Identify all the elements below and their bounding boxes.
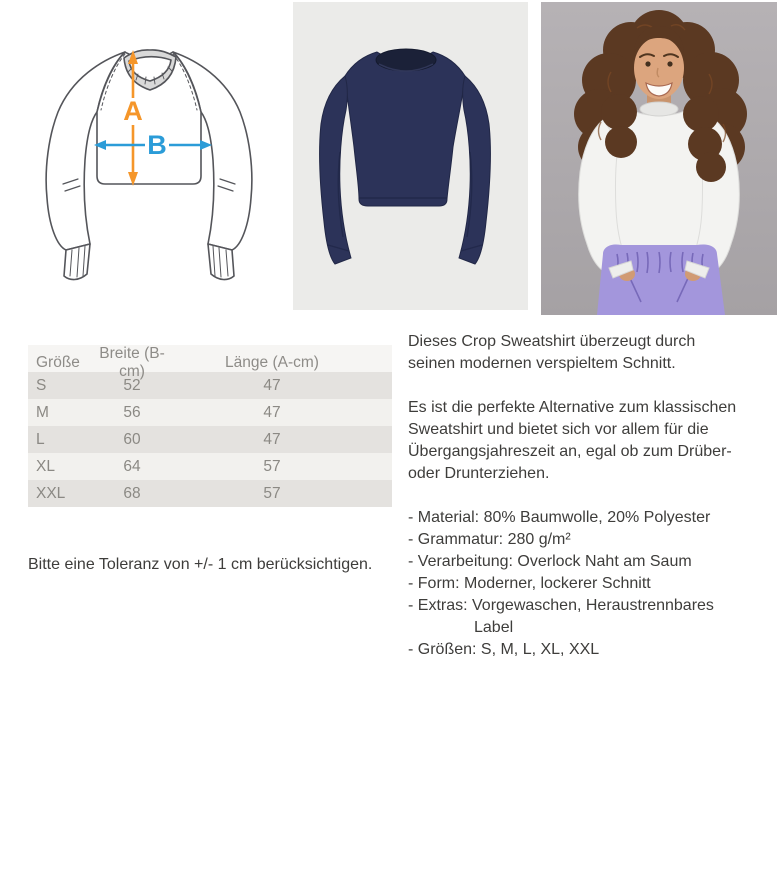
description-line: Übergangsjahreszeit an, egal ob zum Drüber- — [408, 443, 732, 460]
description-line: oder Drunterziehen. — [408, 465, 550, 482]
cell-size: S — [36, 376, 47, 394]
col-header-laenge: Länge (A-cm) — [225, 354, 319, 371]
table-row-l — [28, 426, 392, 453]
description-paragraph-2 — [408, 397, 770, 485]
cell-laenge: 47 — [263, 430, 281, 448]
description-line: seinen modernen verspieltem Schnitt. — [408, 355, 676, 372]
col-header-breite: Breite (B-cm) — [99, 345, 165, 380]
table-row-m — [28, 399, 392, 426]
product-description — [408, 331, 770, 683]
table-row-xxl — [28, 480, 392, 507]
table-row-s — [28, 372, 392, 399]
bullet-groessen: - Größen: S, M, L, XL, XXL — [408, 641, 600, 658]
cell-breite: 52 — [123, 376, 141, 394]
cell-size: L — [36, 430, 45, 448]
cell-breite: 56 — [123, 403, 141, 421]
cell-laenge: 57 — [263, 457, 281, 475]
cell-laenge: 57 — [263, 484, 281, 502]
bullet-material: - Material: 80% Baumwolle, 20% Polyester — [408, 509, 711, 526]
navy-sweatshirt-icon — [293, 2, 528, 310]
bullet-extras: - Extras: Vorgewaschen, Heraustrennbares — [408, 597, 714, 614]
description-line: Sweatshirt und bietet sich vor allem für die — [408, 421, 709, 438]
cell-laenge: 47 — [263, 403, 281, 421]
cell-size: XL — [36, 457, 55, 475]
cell-size: XXL — [36, 484, 66, 502]
cell-size: M — [36, 403, 49, 421]
measure-label-a: A — [123, 96, 143, 126]
cell-breite: 60 — [123, 430, 141, 448]
tolerance-note: Bitte eine Toleranz von +/- 1 cm berücksichtigen. — [28, 556, 373, 573]
col-header-groesse: Größe — [36, 354, 80, 371]
size-measurement-diagram — [30, 20, 270, 310]
model-wearing-sweatshirt-icon — [541, 2, 777, 315]
bullet-verarbeitung: - Verarbeitung: Overlock Naht am Saum — [408, 553, 692, 570]
sweatshirt-line-drawing-icon — [30, 20, 270, 310]
product-image-navy-sweatshirt — [293, 2, 528, 310]
cell-breite: 64 — [123, 457, 141, 475]
measure-label-b: B — [147, 130, 167, 160]
table-row-xl — [28, 453, 392, 480]
model-photo — [541, 2, 777, 315]
bullet-extras-label: Label — [474, 619, 514, 636]
description-line: Es ist die perfekte Alternative zum klassischen — [408, 399, 737, 416]
bullet-grammatur: - Grammatur: 280 g/m² — [408, 531, 571, 548]
description-bullet-list — [408, 507, 770, 661]
cell-laenge: 47 — [263, 376, 281, 394]
cell-breite: 68 — [123, 484, 141, 502]
description-line: Dieses Crop Sweatshirt überzeugt durch — [408, 333, 696, 350]
bullet-form: - Form: Moderner, lockerer Schnitt — [408, 575, 651, 592]
size-chart-table — [28, 345, 392, 507]
size-chart-header-row — [28, 345, 392, 380]
description-paragraph-1 — [408, 331, 770, 375]
